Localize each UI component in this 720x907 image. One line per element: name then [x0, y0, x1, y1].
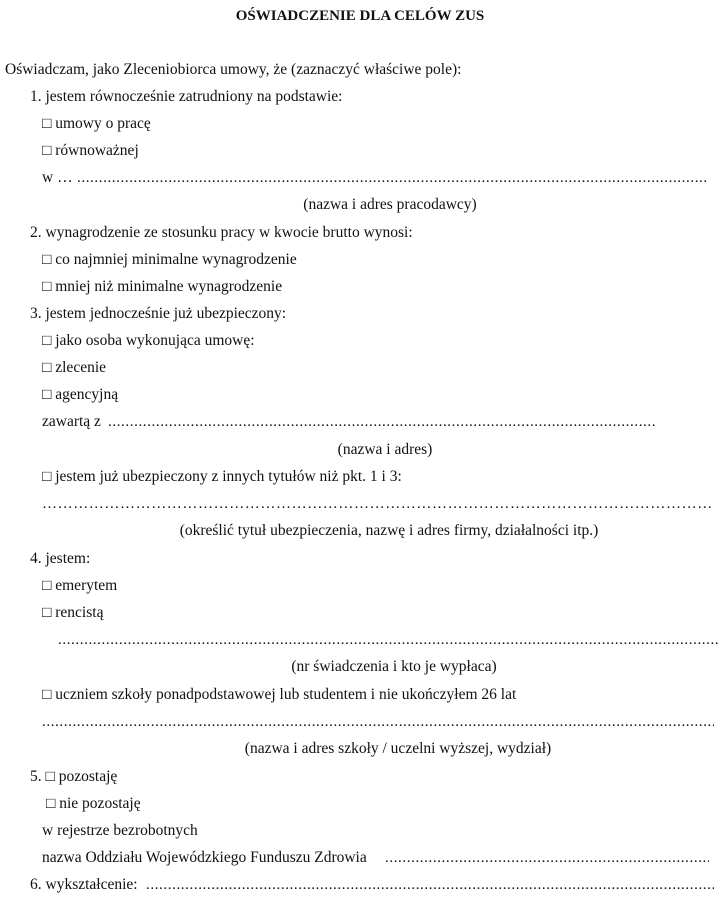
option-zlecenie[interactable]	[42, 358, 720, 378]
option-label: równoważnej	[55, 142, 139, 159]
option-mniej-niz-minimalne[interactable]	[42, 277, 720, 297]
employer-label: w …	[42, 169, 73, 186]
checkbox-rownowaznej[interactable]: □	[42, 142, 52, 159]
contract-party-fill-line[interactable]	[108, 412, 655, 432]
option-inne-tytuly[interactable]	[42, 467, 720, 487]
pension-fill-line[interactable]	[58, 630, 718, 650]
employer-fill-line[interactable]	[77, 168, 707, 188]
checkbox-emerytem[interactable]: □	[42, 577, 52, 594]
option-agencyjna[interactable]	[42, 385, 720, 405]
nfz-label: nazwa Oddziału Wojewódzkiego Funduszu Zdrowia	[42, 849, 367, 866]
option-uczen-student[interactable]	[42, 685, 720, 705]
option-osoba-wykonujaca-umowe[interactable]	[42, 331, 720, 351]
checkbox-mniej-niz-minimalne[interactable]: □	[42, 278, 52, 295]
school-fill-line[interactable]	[42, 712, 714, 732]
checkbox-inne-tytuly[interactable]: □	[42, 468, 52, 485]
section-2-heading: 2. wynagrodzenie ze stosunku pracy w kwocie brutto wynosi:	[30, 224, 413, 241]
option-umowa-o-prace[interactable]	[42, 114, 720, 134]
option-pozostaje[interactable]	[30, 767, 720, 787]
option-label: agencyjną	[55, 386, 119, 403]
pension-caption: (nr świadczenia i kto je wypłaca)	[291, 658, 497, 675]
option-label: umowy o pracę	[55, 115, 151, 132]
checkbox-osoba-wykonujaca-umowe[interactable]: □	[42, 332, 52, 349]
option-emerytem[interactable]	[42, 576, 720, 596]
checkbox-umowa-o-prace[interactable]: □	[42, 115, 52, 132]
option-label: zlecenie	[55, 359, 107, 376]
option-rownowaznej[interactable]	[42, 141, 720, 161]
school-caption: (nazwa i adres szkoły / uczelni wyższej, wydział)	[244, 740, 552, 757]
checkbox-uczen-student[interactable]: □	[42, 686, 52, 703]
option-rencista[interactable]	[42, 603, 720, 623]
checkbox-nie-pozostaje[interactable]: □	[46, 795, 56, 812]
section-1-heading: 1. jestem równocześnie zatrudniony na podstawie:	[30, 88, 343, 105]
nfz-fill-line[interactable]	[385, 848, 709, 868]
checkbox-agencyjna[interactable]: □	[42, 386, 52, 403]
option-label: jestem już ubezpieczony z innych tytułów niż pkt. 1 i 3:	[55, 468, 402, 485]
contract-party-caption: (nazwa i adres)	[337, 441, 433, 458]
unemployed-register-text: w rejestrze bezrobotnych	[42, 822, 198, 839]
checkbox-zlecenie[interactable]: □	[42, 359, 52, 376]
option-label: pozostaję	[58, 768, 118, 785]
intro-text: Oświadczam, jako Zleceniobiorca umowy, że (zaznaczyć właściwe pole):	[5, 61, 462, 78]
document-title: OŚWIADCZENIE DLA CELÓW ZUS	[235, 8, 485, 24]
employer-caption: (nazwa i adres pracodawcy)	[303, 196, 477, 213]
education-fill-line[interactable]	[146, 875, 714, 895]
section-5-number: 5.	[30, 768, 42, 785]
checkbox-rencista[interactable]: □	[42, 604, 52, 621]
other-title-fill-line[interactable]	[42, 494, 714, 514]
checkbox-pozostaje[interactable]: □	[45, 768, 55, 785]
option-label: mniej niż minimalne wynagrodzenie	[55, 278, 283, 295]
option-label: rencistą	[55, 604, 104, 621]
education-label: 6. wykształcenie:	[30, 876, 138, 893]
option-label: co najmniej minimalne wynagrodzenie	[55, 251, 297, 268]
option-label: emerytem	[55, 577, 118, 594]
contract-party-label: zawartą z	[42, 413, 101, 430]
option-label: nie pozostaję	[59, 795, 141, 812]
option-nie-pozostaje[interactable]	[46, 794, 720, 814]
section-4-heading: 4. jestem:	[30, 550, 91, 567]
other-title-caption: (określić tytuł ubezpieczenia, nazwę i adres firmy, działalności itp.)	[179, 522, 599, 539]
option-label: uczniem szkoły ponadpodstawowej lub studentem i nie ukończyłem 26 lat	[55, 686, 517, 703]
option-co-najmniej-minimalne[interactable]	[42, 250, 720, 270]
option-label: jako osoba wykonująca umowę:	[55, 332, 255, 349]
section-3-heading: 3. jestem jednocześnie już ubezpieczony:	[30, 305, 287, 322]
checkbox-co-najmniej-minimalne[interactable]: □	[42, 251, 52, 268]
